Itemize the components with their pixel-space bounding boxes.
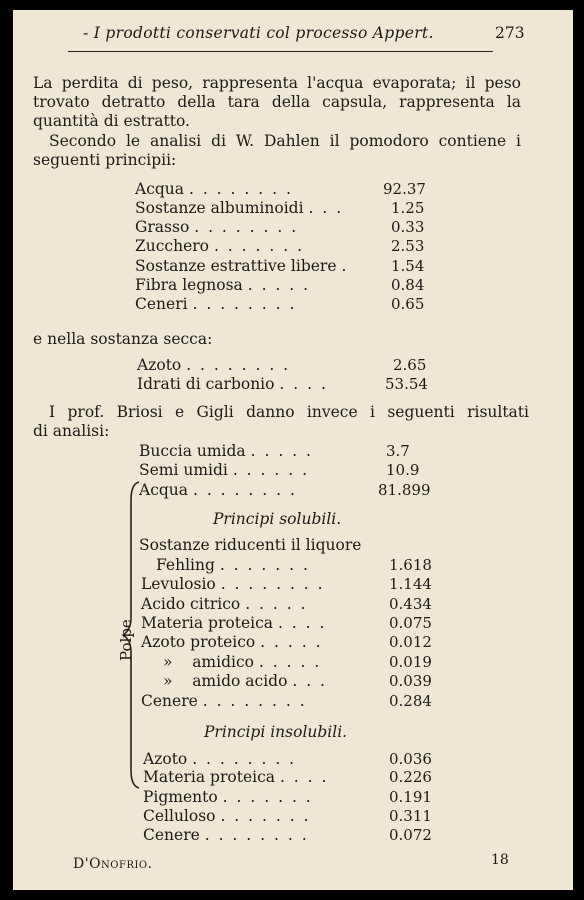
row-value: 0.039 (389, 672, 432, 690)
row-label: Azoto proteico . . . . . (141, 633, 323, 651)
row-value: 0.075 (389, 614, 432, 632)
header-rule (68, 51, 493, 52)
row-label: Sostanze albuminoidi . . . (135, 199, 344, 217)
row-value: 0.311 (389, 807, 432, 825)
paragraph-line: di analisi: (33, 422, 110, 440)
paragraph-line: Secondo le analisi di W. Dahlen il pomodoro contiene i (49, 132, 521, 150)
row-label: Fehling . . . . . . . (156, 556, 310, 574)
row-label: Sostanze riducenti il liquore (139, 536, 362, 554)
row-value: 0.434 (389, 595, 432, 613)
row-label: Buccia umida . . . . . (139, 442, 313, 460)
paragraph-line: quantità di estratto. (33, 112, 190, 130)
row-value: 1.618 (389, 556, 432, 574)
row-value: 0.65 (391, 295, 425, 313)
row-label: » amidico . . . . . (163, 653, 322, 671)
row-value: 81.899 (378, 481, 431, 499)
row-value: 53.54 (385, 375, 428, 393)
row-label: Azoto . . . . . . . . (137, 356, 291, 374)
row-value: 0.84 (391, 276, 425, 294)
row-label: Grasso . . . . . . . . (135, 218, 299, 236)
row-value: 2.65 (393, 356, 427, 374)
paragraph-line: e nella sostanza secca: (33, 330, 213, 348)
paragraph-line: I prof. Briosi e Gigli danno invece i seguenti risultati (49, 403, 529, 421)
paragraph-line: seguenti principii: (33, 151, 177, 169)
row-label: Idrati di carbonio . . . . (137, 375, 328, 393)
row-value: 0.191 (389, 788, 432, 806)
row-label: Celluloso . . . . . . . (143, 807, 311, 825)
row-label: Materia proteica . . . . (143, 768, 329, 786)
row-label: Pigmento . . . . . . . (143, 788, 313, 806)
row-label: Acqua . . . . . . . . (135, 180, 293, 198)
row-label: » amido acido . . . (163, 672, 327, 690)
footer-author: D'Onofrio. (73, 856, 153, 872)
row-value: 0.072 (389, 826, 432, 844)
page-number: 273 (495, 24, 525, 42)
row-value: 10.9 (386, 461, 420, 479)
row-label: Ceneri . . . . . . . . (135, 295, 297, 313)
signature-mark: 18 (491, 852, 509, 868)
row-value: 0.019 (389, 653, 432, 671)
row-value: 0.226 (389, 768, 432, 786)
row-label: Azoto . . . . . . . . (143, 750, 297, 768)
row-label: Acido citrico . . . . . (141, 595, 308, 613)
row-value: 1.144 (389, 575, 432, 593)
row-value: 0.036 (389, 750, 432, 768)
row-label: Fibra legnosa . . . . . (135, 276, 311, 294)
paragraph-line: trovato detratto della tara della capsula, rappresenta la (33, 93, 521, 111)
running-header: - I prodotti conservati col processo Appert. (83, 24, 434, 42)
row-value: 3.7 (386, 442, 410, 460)
row-value: 92.37 (383, 180, 426, 198)
row-label: Sostanze estrattive libere . (135, 257, 349, 275)
row-value: 1.54 (391, 257, 425, 275)
row-label: Cenere . . . . . . . . (143, 826, 309, 844)
row-label: Cenere . . . . . . . . (141, 692, 307, 710)
section-heading: Principi insolubili. (204, 723, 348, 741)
row-value: 0.33 (391, 218, 425, 236)
book-page (13, 10, 573, 890)
brace-label: Polpe (117, 619, 135, 661)
row-label: Levulosio . . . . . . . . (141, 575, 325, 593)
paragraph-line: La perdita di peso, rappresenta l'acqua evaporata; il peso (33, 74, 521, 92)
section-heading: Principi solubili. (213, 510, 342, 528)
row-label: Zucchero . . . . . . . (135, 237, 305, 255)
row-value: 2.53 (391, 237, 425, 255)
row-label: Materia proteica . . . . (141, 614, 327, 632)
row-label: Acqua . . . . . . . . (139, 481, 297, 499)
row-label: Semi umidi . . . . . . (139, 461, 310, 479)
row-value: 0.284 (389, 692, 432, 710)
row-value: 1.25 (391, 199, 425, 217)
row-value: 0.012 (389, 633, 432, 651)
